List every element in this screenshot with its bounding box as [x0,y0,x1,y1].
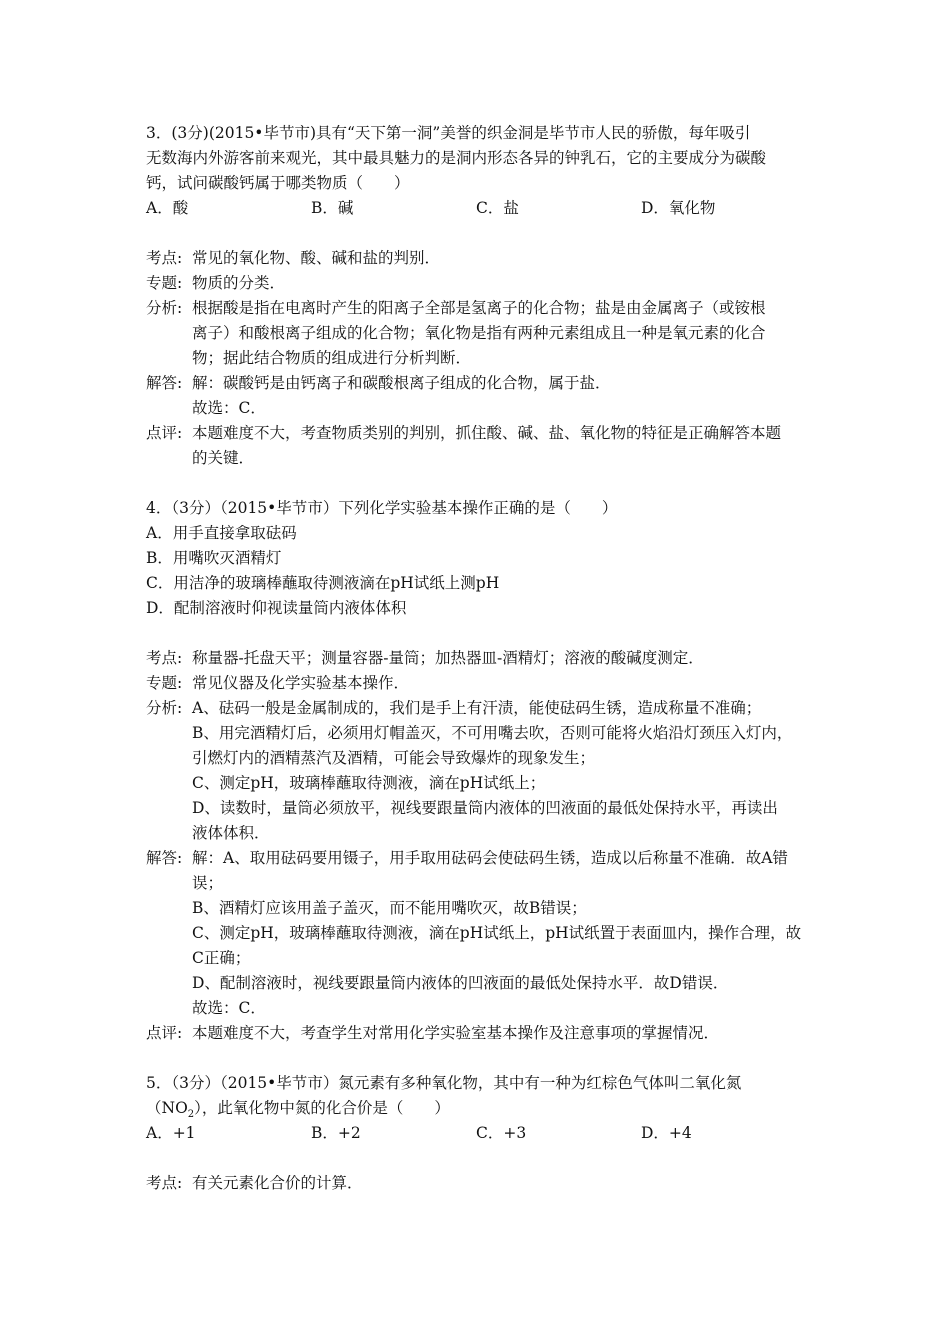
stem-text: （NO [146,1099,188,1117]
option-d: D．+4 [641,1124,692,1142]
q4-fenxi-line-1 [146,696,814,721]
q4-jieda-line-1 [146,846,814,871]
q4-dianping [146,1021,814,1046]
option-a: A．用手直接拿取砝码 [146,524,297,542]
q3-jieda-line-2: 故选：C． [192,399,266,417]
document-page [146,121,814,1196]
zhuanti-tag: 专题: [146,674,183,692]
option-b: B．用嘴吹灭酒精灯 [146,549,282,567]
option-c: C．盐 [476,199,519,217]
dianping-tag: 点评: [146,1024,183,1042]
q3-dianping-line-1 [146,421,814,446]
q3-kaodian [146,246,814,271]
q3-dianping-line-2: 的关键． [192,449,255,467]
jieda-tag: 解答: [146,374,183,392]
kaodian-tag: 考点: [146,1174,183,1192]
q4-jieda-line-7: 故选：C． [192,999,266,1017]
question-3-stem-line-1: 3．(3分)(2015•毕节市)具有“天下第一洞”美誉的织金洞是毕节市人民的骄傲，每年吸引 [146,124,751,142]
option-a: A．+1 [146,1124,196,1142]
q5-kaodian [146,1171,814,1196]
q3-fenxi-line-2: 离子）和酸根离子组成的化合物；氧化物是指有两种元素组成且一种是氧元素的化合 [192,324,766,342]
question-4-stem: 4．（3分）（2015•毕节市）下列化学实验基本操作正确的是（ ） [146,499,618,517]
kaodian-tag: 考点: [146,249,183,267]
dianping-tag: 点评: [146,424,183,442]
q3-zhuanti [146,271,814,296]
q4-jieda-line-6: D、配制溶液时，视线要跟量筒内液体的凹液面的最低处保持水平．故D错误． [192,974,729,992]
question-4 [146,496,814,1046]
option-d: D．配制溶液时仰视读量筒内液体体积 [146,599,407,617]
fenxi-text: 根据酸是指在电离时产生的阳离子全部是氢离子的化合物；盐是由金属离子（或铵根 [192,299,766,317]
jieda-tag: 解答: [146,849,183,867]
kaodian-tag: 考点: [146,649,183,667]
zhuanti-text: 物质的分类． [192,274,286,292]
kaodian-text: 常见的氧化物、酸、碱和盐的判别． [192,249,441,267]
q4-zhuanti [146,671,814,696]
q4-jieda-line-4: C、测定pH，玻璃棒蘸取待测液，滴在pH试纸上，pH试纸置于表面皿内，操作合理，故 [192,924,802,942]
option-c: C．用洁净的玻璃棒蘸取待测液滴在pH试纸上测pH [146,574,500,592]
q4-fenxi-line-5: D、读数时，量筒必须放平，视线要跟量筒内液体的凹液面的最低处保持水平，再读出 [192,799,778,817]
q4-fenxi-line-6: 液体体积． [192,824,270,842]
question-5-stem-line-1: 5．（3分）（2015•毕节市）氮元素有多种氧化物，其中有一种为红棕色气体叫二氧化氮 [146,1074,742,1092]
dianping-text: 本题难度不大，考查物质类别的判别，抓住酸、碱、盐、氧化物的特征是正确解答本题 [192,424,782,442]
question-5-options [146,1121,814,1146]
q3-jieda-line-1 [146,371,814,396]
zhuanti-text: 常见仪器及化学实验基本操作． [192,674,410,692]
kaodian-text: 有关元素化合价的计算． [192,1174,363,1192]
question-3-options [146,196,814,221]
question-3 [146,121,814,471]
option-a: A．酸 [146,199,189,217]
option-d: D．氧化物 [641,199,716,217]
q3-fenxi-line-3: 物；据此结合物质的组成进行分析判断． [192,349,472,367]
jieda-text: 解：A、取用砝码要用镊子，用手取用砝码会使砝码生锈，造成以后称量不准确．故A错 [192,849,788,867]
dianping-text: 本题难度不大，考查学生对常用化学实验室基本操作及注意事项的掌握情况． [192,1024,720,1042]
option-b: B．+2 [311,1124,361,1142]
q4-fenxi-line-4: C、测定pH，玻璃棒蘸取待测液，滴在pH试纸上； [192,774,546,792]
q3-fenxi-line-1 [146,296,814,321]
fenxi-tag: 分析: [146,299,183,317]
stem-text: ），此氧化物中氮的化合价是（ ） [194,1099,450,1117]
subscript: 2 [187,1109,195,1121]
q4-jieda-line-5: C正确； [192,949,251,967]
option-b: B．碱 [311,199,354,217]
question-3-stem-line-2: 无数海内外游客前来观光，其中最具魅力的是洞内形态各异的钟乳石，它的主要成分为碳酸 [146,149,767,167]
fenxi-tag: 分析: [146,699,183,717]
question-3-stem-line-3: 钙，试问碳酸钙属于哪类物质（ ） [146,174,410,192]
q4-kaodian [146,646,814,671]
option-c: C．+3 [476,1124,527,1142]
question-5-stem-line-2 [146,1096,814,1121]
q4-jieda-line-3: B、酒精灯应该用盖子盖灭，而不能用嘴吹灭，故B错误； [192,899,587,917]
q4-fenxi-line-2: B、用完酒精灯后，必须用灯帽盖灭，不可用嘴去吹，否则可能将火焰沿灯颈压入灯内， [192,724,793,742]
fenxi-text: A、砝码一般是金属制成的，我们是手上有汗渍，能使砝码生锈，造成称量不准确； [192,699,762,717]
kaodian-text: 称量器-托盘天平；测量容器-量筒；加热器皿-酒精灯；溶液的酸碱度测定． [192,649,704,667]
zhuanti-tag: 专题: [146,274,183,292]
q4-jieda-line-2: 误； [192,874,224,892]
question-5 [146,1071,814,1196]
jieda-text: 解：碳酸钙是由钙离子和碳酸根离子组成的化合物，属于盐． [192,374,611,392]
q4-fenxi-line-3: 引燃灯内的酒精蒸汽及酒精，可能会导致爆炸的现象发生； [192,749,596,767]
